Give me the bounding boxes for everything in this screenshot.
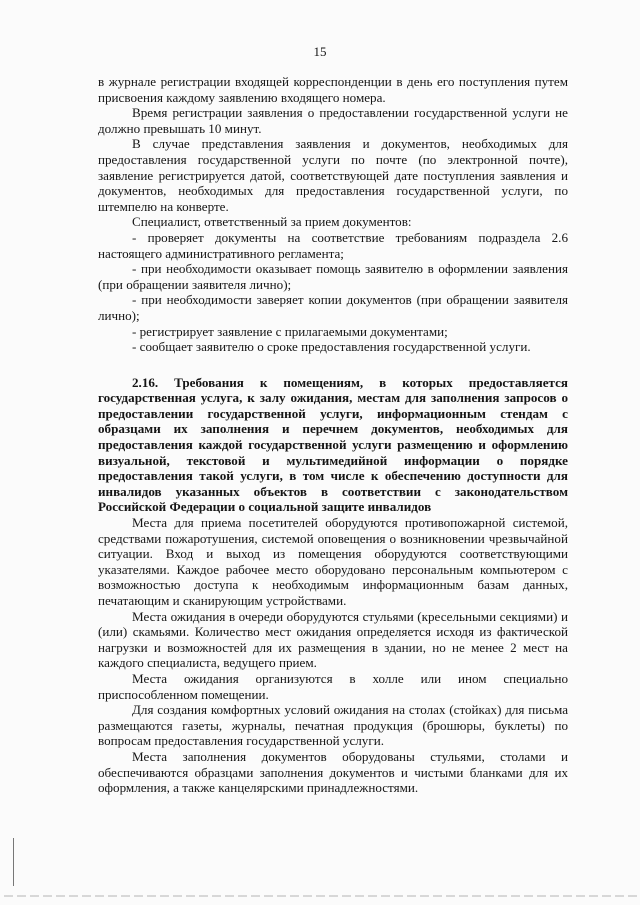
list-item: - при необходимости заверяет копии документов (при обращении заявителя лично);	[98, 292, 568, 323]
document-body	[98, 74, 568, 796]
list-item: - сообщает заявителю о сроке предоставления государственной услуги.	[132, 339, 531, 355]
page-number: 15	[313, 44, 327, 59]
paragraph: Для создания комфортных условий ожидания на столах (стойках) для письма размещаются газеты, журналы, печатная продукция (брошюры, буклеты) по вопросам предоставления государственной услуги.	[98, 702, 568, 749]
list-item: - проверяет документы на соответствие требованиям подраздела 2.6 настоящего административного регламента;	[98, 229, 568, 261]
paragraph: Места ожидания организуются в холле или ином специально приспособленном помещении.	[98, 670, 568, 702]
scan-bottom-edge	[4, 895, 640, 897]
section-heading: 2.16. Требования к помещениям, в которых предоставляется государственная услуга, к залу ожидания, местам для заполнения запросов о предоставлении государственной услуги, информационным стендам с образцами их заполнения и перечнем документов, необходимых для предоставления каждой государственной услуги размещению и оформлению визуальной, текстовой и мультимедийной информации о порядке предоставления такой услуги, в том числе к обеспечению доступности для инвалидов указанных объектов в соответствии с законодательством Российской Федерации о социальной защите инвалидов	[98, 374, 568, 515]
scan-margin-line	[13, 838, 14, 886]
list-item: - при необходимости оказывает помощь заявителю в оформлении заявления (при обращении заявителя лично);	[98, 261, 568, 292]
paragraph: Время регистрации заявления о предоставлении государственной услуги не должно превышать 10 минут.	[98, 105, 568, 136]
paragraph: Места заполнения документов оборудованы стульями, столами и обеспечиваются образцами заполнения документов и чистыми бланками для их оформления, а также канцелярскими принадлежностями.	[98, 748, 568, 796]
paragraph: Специалист, ответственный за прием документов:	[132, 214, 412, 230]
list-item: - регистрирует заявление с прилагаемыми документами;	[132, 323, 448, 339]
paragraph: В случае представления заявления и документов, необходимых для предоставления государственной услуги по почте (по электронной почте), заявление регистрируется датой, соответствующей дате поступления заявления и документов, необходимых для предоставления государственной услуги, по штемпелю на конверте.	[98, 136, 568, 214]
paragraph: Места для приема посетителей оборудуются противопожарной системой, средствами пожаротушения, системой оповещения о возникновении чрезвычайной ситуации. Вход и выход из помещения оборудуются соответствующими указателями. Каждое рабочее место оборудовано персональным компьютером с возможностью доступа к необходимым информационным базам данных, печатающим и сканирующим устройствами.	[98, 515, 568, 608]
paragraph: Места ожидания в очереди оборудуются стульями (кресельными секциями) и (или) скамьями. Количество мест ожидания определяется исходя из фактической нагрузки и возможностей для их размещения в здании, но не менее 2 мест на каждого специалиста, ведущего прием.	[98, 608, 568, 671]
paragraph: в журнале регистрации входящей корреспонденции в день его поступления путем присвоения каждому заявлению входящего номера.	[98, 74, 568, 105]
